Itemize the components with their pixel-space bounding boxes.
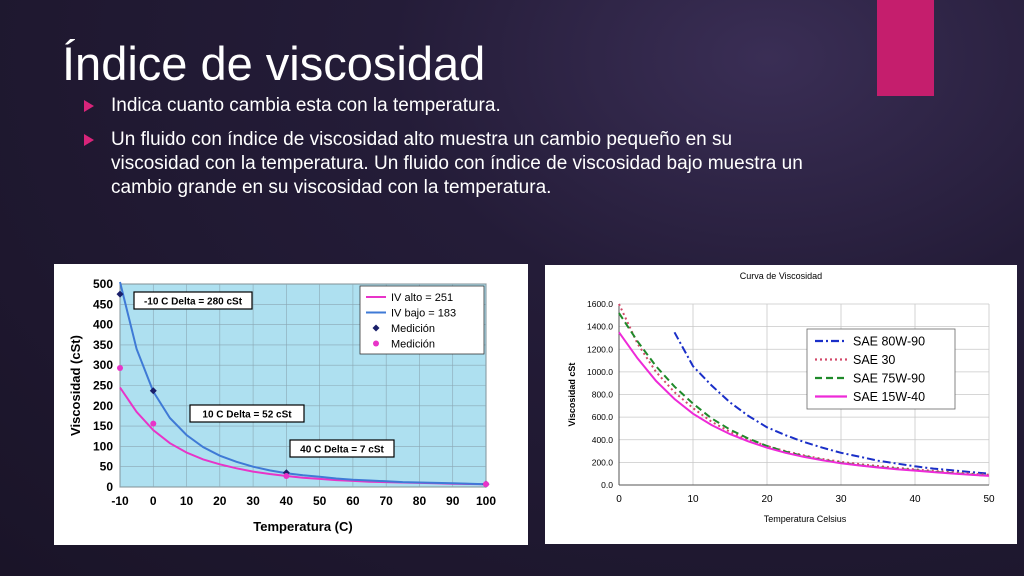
y-tick-label: 1200.0 [587, 344, 613, 355]
x-tick-label: 0 [149, 494, 157, 508]
y-tick-label: 800.0 [591, 389, 613, 400]
x-tick-label: 10 [687, 494, 699, 505]
data-point-circle [483, 481, 489, 487]
x-tick-label: 30 [246, 494, 260, 508]
bullet-item [84, 128, 824, 200]
y-tick-label: 1000.0 [587, 366, 613, 377]
y-tick-label: 1400.0 [587, 321, 613, 332]
annotation-label: -10 C Delta = 280 cSt [143, 296, 243, 308]
y-tick-label: 400 [92, 317, 113, 332]
x-tick-label: 70 [379, 494, 393, 508]
viscosity-curve-chart [545, 265, 1017, 544]
y-tick-label: 300 [92, 358, 113, 373]
triangle-right-icon [84, 100, 94, 112]
x-tick-label: 40 [279, 494, 294, 508]
viscosity-index-chart-svg [54, 264, 528, 545]
triangle-right-icon [84, 134, 94, 146]
y-tick-label: 0.0 [601, 480, 613, 490]
bullet-text: Indica cuanto cambia esta con la temperatura. [111, 95, 501, 116]
x-tick-label: 80 [412, 494, 427, 508]
legend-label: SAE 80W-90 [853, 334, 926, 349]
x-tick-label: 60 [346, 494, 360, 508]
y-tick-label: 200 [92, 398, 113, 413]
x-tick-label: 20 [213, 494, 227, 508]
x-tick-label: 50 [983, 494, 995, 505]
legend-label: Medición [391, 323, 436, 335]
x-tick-label: 30 [835, 494, 847, 505]
legend-label: SAE 75W-90 [853, 371, 926, 386]
legend-label: IV alto = 251 [391, 292, 454, 304]
x-tick-label: -10 [111, 494, 129, 508]
y-tick-label: 150 [92, 419, 113, 434]
y-tick-label: 250 [92, 378, 113, 393]
y-tick-label: 200.0 [591, 457, 613, 468]
accent-bar [877, 0, 934, 96]
bullet-text: Un fluido con índice de viscosidad alto muestra un cambio pequeño en su viscosidad con la temperatura. Un fluido con índice de viscosidad bajo muestra un cambio grande en su viscosidad con la temperatura. [111, 129, 803, 198]
x-axis-label: Temperatura (C) [253, 519, 353, 534]
x-tick-label: 10 [179, 494, 194, 508]
chart-title: Curva de Viscosidad [739, 271, 823, 281]
x-tick-label: 50 [312, 494, 327, 508]
y-tick-label: 400.0 [591, 434, 613, 445]
y-axis-label: Viscosidad (cSt) [68, 335, 83, 436]
y-tick-label: 450 [92, 297, 113, 312]
annotation-label: 40 C Delta = 7 cSt [300, 444, 384, 456]
data-point-circle [150, 421, 156, 427]
y-tick-label: 1600.0 [587, 299, 613, 309]
slide-title: Índice de viscosidad [62, 37, 486, 90]
y-tick-label: 500 [92, 277, 113, 291]
y-tick-label: 100 [92, 439, 113, 454]
viscosity-index-chart [54, 264, 528, 545]
y-axis-label: Viscosidad cSt [567, 362, 577, 427]
y-tick-label: 600.0 [591, 412, 613, 423]
y-tick-label: 350 [92, 337, 113, 352]
legend-label: SAE 15W-40 [853, 390, 926, 404]
legend-label: SAE 30 [853, 353, 896, 367]
data-point-circle [283, 473, 289, 479]
y-tick-label: 50 [99, 459, 113, 474]
x-tick-label: 90 [446, 494, 460, 508]
x-tick-label: 100 [475, 494, 497, 508]
bullet-list [84, 94, 824, 210]
x-tick-label: 0 [616, 494, 622, 505]
x-axis-label: Temperatura Celsius [763, 514, 847, 524]
x-tick-label: 40 [909, 494, 921, 505]
bullet-item [84, 94, 824, 118]
legend-swatch [373, 341, 379, 347]
data-point-circle [117, 365, 123, 371]
legend-label: Medición [391, 338, 436, 351]
annotation-label: 10 C Delta = 52 cSt [202, 409, 292, 421]
viscosity-curve-chart-svg [545, 265, 1017, 544]
legend-label: IV bajo = 183 [391, 307, 457, 320]
x-tick-label: 20 [761, 494, 773, 505]
y-tick-label: 0 [106, 480, 113, 494]
